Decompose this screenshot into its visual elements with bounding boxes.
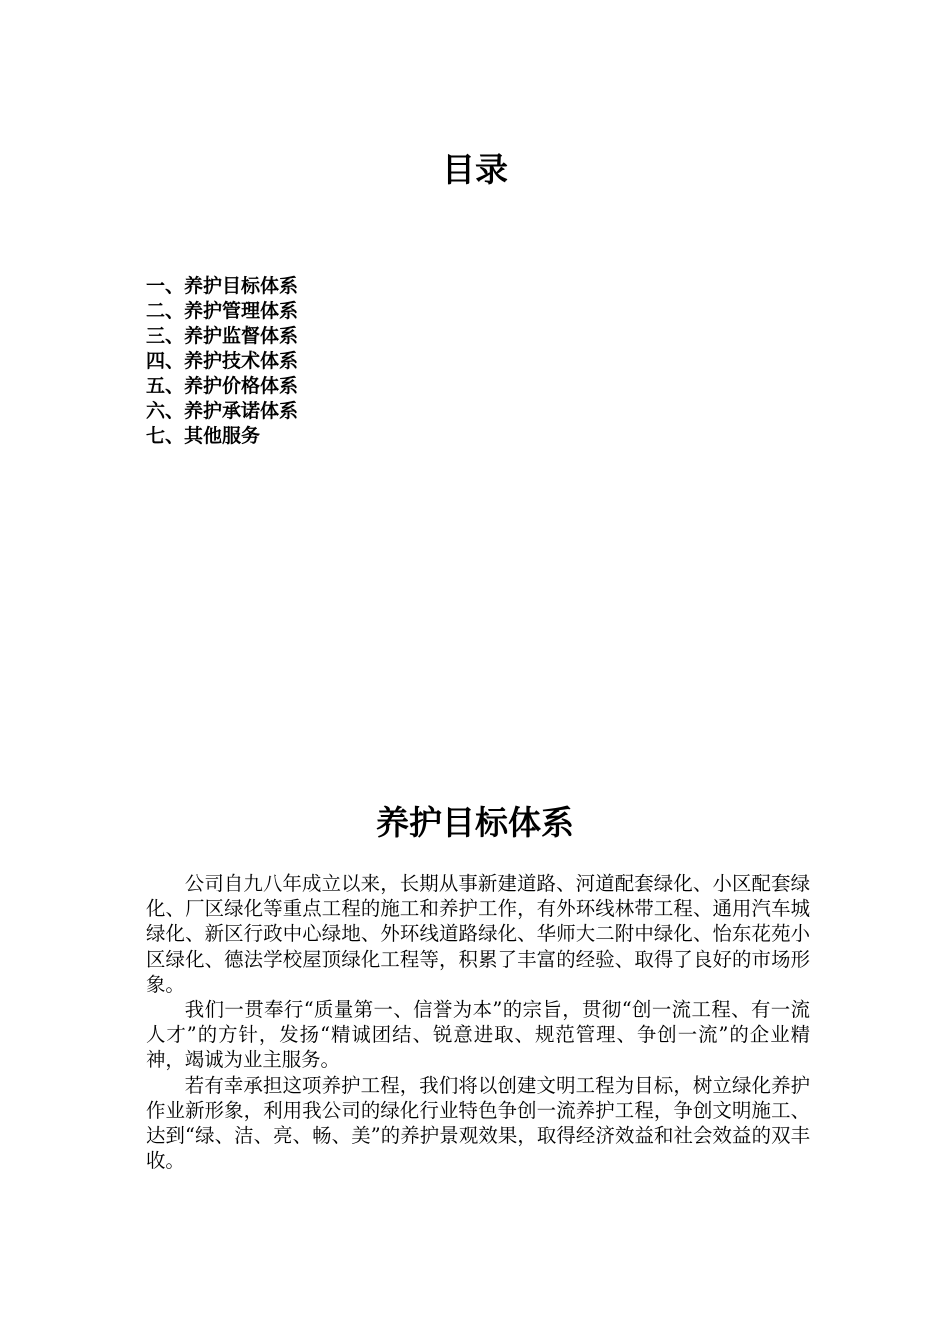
toc-item-7: 七、其他服务	[146, 425, 261, 447]
toc-item-1: 一、养护目标体系	[146, 275, 299, 297]
section-title: 养护目标体系	[376, 803, 574, 843]
paragraph-company-history: 公司自九八年成立以来，长期从事新建道路、河道配套绿化、小区配套绿化、厂区绿化等重点工程的施工和养护工作，有外环线林带工程、通用汽车城绿化、新区行政中心绿地、外环线道路绿化、华师大二附中绿化、怡东花苑小区绿化、德法学校屋顶绿化工程等，积累了丰富的经验、取得了良好的市场形象。	[146, 872, 810, 996]
toc-item-2: 二、养护管理体系	[146, 300, 299, 322]
section-body	[146, 871, 810, 1173]
paragraph-project-goals: 若有幸承担这项养护工程，我们将以创建文明工程为目标，树立绿化养护作业新形象，利用我公司的绿化行业特色争创一流养护工程，争创文明施工、达到“绿、洁、亮、畅、美”的养护景观效果，取得经济效益和社会效益的双丰收。	[146, 1073, 810, 1173]
toc-item-5: 五、养护价格体系	[146, 375, 299, 397]
toc-list	[146, 274, 298, 449]
toc-item-4: 四、养护技术体系	[146, 350, 299, 372]
toc-title: 目录	[442, 150, 508, 190]
toc-item-6: 六、养护承诺体系	[146, 400, 299, 422]
paragraph-company-principles: 我们一贯奉行“质量第一、信誉为本”的宗旨，贯彻“创一流工程、有一流人才”的方针，发扬“精诚团结、锐意进取、规范管理、争创一流”的企业精神，竭诚为业主服务。	[146, 998, 810, 1072]
toc-item-3: 三、养护监督体系	[146, 325, 299, 347]
